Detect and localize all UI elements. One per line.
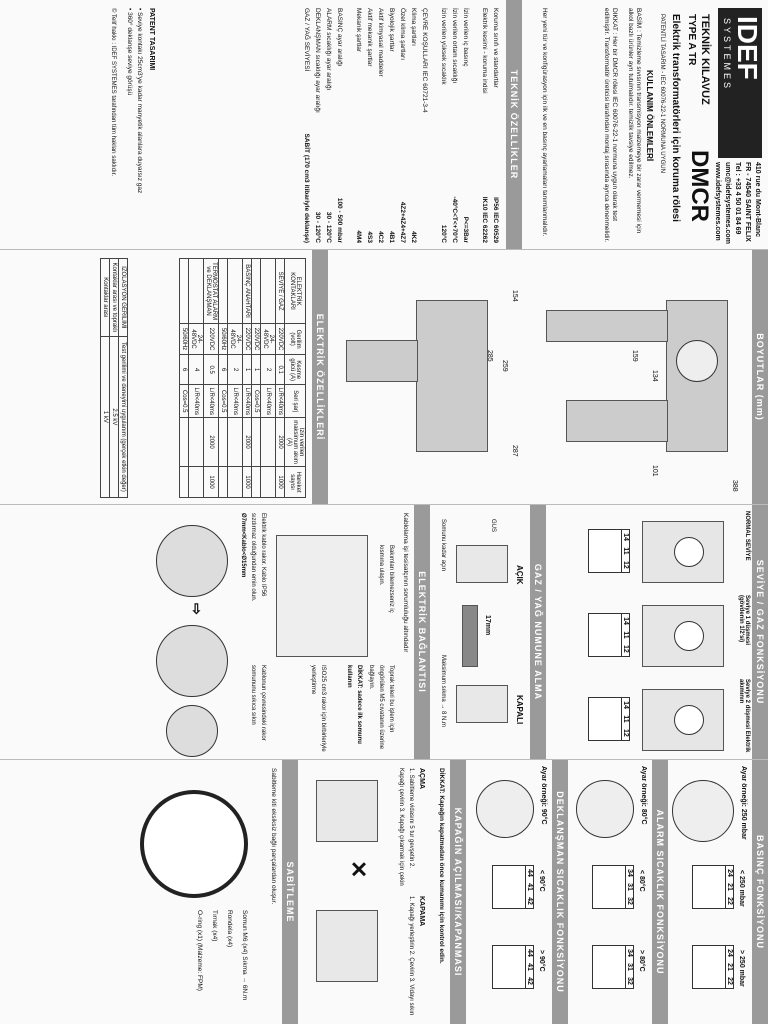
open-label: AÇIK <box>515 565 524 585</box>
elec-cell: L/R<40ms <box>261 385 276 418</box>
tech-value: 4S3 <box>366 231 373 243</box>
elec-cell: 2 <box>228 354 243 384</box>
iso-cell: 1 kV <box>101 336 110 497</box>
nut-note: Somunu kadar açın <box>440 519 446 572</box>
elec-cell <box>252 467 261 498</box>
level-diagram <box>550 679 750 759</box>
elec-cell <box>219 417 228 466</box>
tech-spec-list <box>300 8 500 243</box>
type-label: TYPE A TR <box>686 14 697 66</box>
elec-cell <box>180 259 189 324</box>
elec-cell: 220VDC <box>276 324 285 355</box>
elec-cell <box>189 259 204 324</box>
elec-header: Seri şarj <box>285 385 306 418</box>
pressure-setting: Ayar örneği: 250 mbar <box>740 766 747 840</box>
elec-cell: 6 <box>219 354 228 384</box>
level-caption: NORMAL SEVİYE <box>744 511 750 561</box>
seal-items <box>188 910 248 1020</box>
tech-band: TEKNİK ÖZELLİKLER <box>506 0 522 249</box>
cable-range: Ø7mm<Kablo<Ø15mm <box>240 513 246 578</box>
terminal-block <box>276 535 368 657</box>
elec-cell: 2000 <box>243 417 252 466</box>
elec-header: Hareket sayısı <box>285 467 306 498</box>
elec-cell: 0.1 <box>276 354 285 384</box>
cover-open-text: 1. Sabitleme vidasını 5 tur gevşetin 2. Kapağı çevirin 3. Kapağı çıkarmak için çekin <box>398 768 414 886</box>
level-contact: 14 11 12 <box>588 529 630 573</box>
tech-value: P<=3Bar <box>462 216 469 243</box>
level-band: SEVİYE / GAZ FONKSİYONU <box>752 505 768 759</box>
elec-cell: L/R<40ms <box>189 385 204 418</box>
tech-label: Koruma sınıfı ve standartlar <box>492 8 499 88</box>
tech-value: 4C2 <box>377 231 384 243</box>
table-row <box>276 259 285 498</box>
dims-band: BOYUTLAR (mm) <box>752 250 768 504</box>
patent-heading: PATENT TASARIMI <box>148 8 155 71</box>
elec-cell: 2000 <box>276 417 285 466</box>
usage-p3: Her yeni tür ve konfigürasyon için ilk ve en basınç ayarlamaları tanımlanmalıdır. <box>541 8 548 237</box>
elec-cell: 2 <box>261 354 276 384</box>
table-row <box>261 259 276 498</box>
elec-header: Kesme gücü (A) <box>285 354 306 384</box>
tech-row <box>335 8 344 243</box>
tech-value: -40°C<T<+70°C <box>451 196 458 243</box>
elec-cell <box>228 467 243 498</box>
wiring-step-3: DİKKAT: sadece ilk somunu kullanın <box>346 665 362 744</box>
usage-p2: DIKKAT : Her bir DMCR rölesi IEC 60076-22-1 normuna uygun olarak test edilmiştir. Transformatör üreticisi tarafından montaj sırasında ayrıca denenmelidir. <box>603 8 618 243</box>
elec-cell: 220VDC <box>243 324 252 355</box>
table-row <box>204 259 219 498</box>
dim-159: 159 <box>631 350 638 362</box>
alarm-gt: > 80°C <box>638 950 645 972</box>
wiring-step-2: Toprak teleri bu işlem için öngörülen M5 cıvatanın üzerine bağlayın. <box>368 665 394 750</box>
elec-cell: L/R<40ms <box>243 385 252 418</box>
alarm-contact-lt: 34 31 32 <box>592 865 634 909</box>
elec-cell <box>261 417 276 466</box>
tech-row <box>313 8 322 243</box>
elec-cell: 1000 <box>276 467 285 498</box>
copyright: © Telif hakkı : IDEF SYSTEMES tarafından tüm hakları saklıdır. <box>110 8 116 177</box>
elec-cell: 1000 <box>243 467 252 498</box>
level-contact: 14 11 12 <box>588 613 630 657</box>
arrow-icon: ⇨ <box>189 603 205 615</box>
cover-close-heading: KAPAMA <box>418 896 425 927</box>
tech-label: BASINÇ ayar aralığı <box>336 8 343 67</box>
column-intro <box>0 0 768 250</box>
tech-label: Özel klima şartları <box>399 8 406 61</box>
elec-cell: L/R<40ms <box>228 385 243 418</box>
closed-label: KAPALI <box>515 695 524 725</box>
iso-header: İZOLASYON GERİLİMİ <box>119 259 128 337</box>
wiring-step-5: ISO25 cm3 rakor için birbirleriyle yerleştirme <box>310 665 326 752</box>
o-ring-figure <box>140 790 248 898</box>
seal-item: O-ring (x1) (Malzeme: FPM) <box>196 910 203 991</box>
tech-value: 100 - 500 mbar <box>336 197 343 243</box>
level-diagrams <box>550 505 750 760</box>
pressure-contact-lt: 24 21 22 <box>692 865 734 909</box>
wiring-band: ELEKTRİK BAĞLANTISI <box>414 505 430 759</box>
elec-header: ELEKTRİK KONTAKLARI <box>285 259 306 324</box>
tech-label: Elektrik kesimi - koruma indisi <box>481 8 488 94</box>
iso-cell: 2.5 kV <box>110 336 119 497</box>
tech-value: IP56 IEC 60529 <box>492 197 499 243</box>
elec-cell <box>261 467 276 498</box>
column-level-wiring <box>0 505 768 760</box>
tech-row <box>365 8 374 243</box>
elec-cell: Cos=0.5 <box>219 385 228 418</box>
product-name: DMCR <box>686 150 713 222</box>
cover-open-heading: AÇMA <box>418 768 425 789</box>
tech-label: Klima şartları <box>410 8 417 46</box>
seal-item: Somun M6 (x4) Sıkma → 6N.m <box>241 910 248 1001</box>
pipe-side <box>346 340 418 382</box>
elec-cell: 50/60Hz <box>219 324 228 355</box>
pressure-band: BASINÇ FONKSİYONU <box>752 760 768 1024</box>
tech-label: Aktif mekanik şartlar <box>366 8 373 67</box>
tech-value: 30 - 120°C <box>314 211 321 243</box>
valve-label: GUS <box>490 519 496 533</box>
torque-note: Maksimum sıkma → 8 N.m <box>440 655 446 728</box>
level-gauge <box>674 621 704 651</box>
isolation-table <box>100 258 128 498</box>
elec-cell: 24-48VDC <box>189 324 204 355</box>
cover-warning: DİKKAT: Kapağın kapatmadan önce kumanımı için kontrol edin. <box>438 768 445 964</box>
tech-row <box>491 8 500 243</box>
alarm-setting: Ayar örneği: 80°C <box>640 766 647 825</box>
brand-logo: IDEF SYSTEMES <box>718 8 762 158</box>
tech-label: ÇEVRE KOŞULLARI IEC 60721-3-4 <box>421 8 428 113</box>
seal-item: Rondela (x4) <box>226 910 233 948</box>
cover-band: KAPAĞIN AÇILMASI/KAPANMASI <box>450 760 466 1024</box>
cover-open-figure <box>316 780 378 842</box>
tech-label: İzin verilen ortam sıcaklığı <box>451 8 458 84</box>
flange-left <box>546 310 668 342</box>
tech-row <box>409 8 418 243</box>
elec-cell: Cos=0.5 <box>252 385 261 418</box>
elec-cell: Cos=0.5 <box>180 385 189 418</box>
company-address: 410 rue du Mont-Blanc FR - 74540 SAINT FELIX Tel : +33 4 50 01 84 69 umc@idefsystemes.com www.idefsystemes.com <box>714 162 761 244</box>
valve-closed <box>456 685 508 723</box>
tech-label: Mekanik şartlar <box>355 8 362 53</box>
elec-cell: L/R<40ms <box>204 385 219 418</box>
tech-label: Biyolojik şartlar <box>388 8 395 52</box>
tech-row <box>480 8 489 243</box>
dim-154: 154 <box>511 290 518 302</box>
elec-cell <box>228 259 243 324</box>
elec-cell <box>219 259 228 324</box>
table-row <box>243 259 252 498</box>
elec-cell: L/R<40ms <box>276 385 285 418</box>
trip-contact-gt: 44 41 42 <box>492 945 534 989</box>
tech-row <box>450 8 459 243</box>
tech-label: İzin verilen yüksek sıcaklık <box>440 8 447 85</box>
tech-value: 4B1 <box>388 231 395 243</box>
elec-cell: 1000 <box>204 467 219 498</box>
iso-header: Test gerilimi ve deneyimi uygulanım (gerçek etkin değer) <box>119 336 128 497</box>
tech-value: 4Z2+4Z4+4Z7 <box>399 201 406 243</box>
wiring-step-6: Kablonun çevresindeki rakor somununu sıkıca sıkın <box>250 665 266 741</box>
elec-cell <box>180 417 189 466</box>
level-diagram <box>550 511 750 591</box>
alarm-band: ALARM SICAKLIK FONKSİYONU <box>652 760 668 1024</box>
tech-row <box>439 8 448 243</box>
elec-cell: TERMOSTAT ALARM ve DEKLANŞMAN <box>204 259 219 324</box>
subtitle: Elektrik transformatörleri için koruma rölesi <box>670 14 681 222</box>
elec-cell: 50/60Hz <box>180 324 189 355</box>
elec-cell: 1 <box>252 354 261 384</box>
elec-cell <box>180 467 189 498</box>
pressure-gt: > 250 mbar <box>738 950 745 987</box>
tech-value: IK10 IEC 62262 <box>481 196 488 243</box>
elec-cell: SEVİYE / GAZ <box>276 259 285 324</box>
dim-101: 101 <box>651 465 658 477</box>
tech-row <box>398 8 407 243</box>
norm-line: PATENTLİ TASARIM - IEC 60076-22-1 NORMUNA UYGUN <box>659 14 665 173</box>
elec-cell <box>219 467 228 498</box>
elec-cell: BASINÇ ANAHTARI <box>243 259 252 324</box>
usage-p1: BASİM : Temizleme sıvısının transmisyon malzemeye bir zarar vermemesi için alkol bazlı ürünler ayrı tutulmalıdır. temizlik tavsiye edilmez. <box>627 8 642 234</box>
tech-label: ALARM sıcaklığı ayar aralığı <box>325 8 332 91</box>
level-caption: Seviye 2 düşmesi Elektrik akımının <box>738 679 750 753</box>
usage-heading: KULLANIM ÖNLEMLERİ <box>645 70 654 162</box>
level-caption: Seviye 1 düşmesi (gövdenin 1/2'si) <box>738 595 750 646</box>
pressure-lt: < 250 mbar <box>738 870 745 907</box>
dim-388: 388 <box>731 480 738 492</box>
trip-setting: Ayar örneği: 90°C <box>540 766 547 825</box>
tech-label: İzin verilen iç basınç <box>462 8 469 67</box>
column-dimensions <box>0 250 768 505</box>
table-row <box>101 259 110 498</box>
level-contact: 14 11 12 <box>588 697 630 741</box>
elec-cell: 1 <box>243 354 252 384</box>
tech-value: 30 - 120°C <box>325 211 332 243</box>
tech-label: DEKLANŞMAN sıcaklığı ayar aralığı <box>314 8 321 113</box>
tech-label: Aktif kimyasal maddeler <box>377 8 384 77</box>
tech-value: SABİT (170 cm3 itibariyle deklanşe) <box>303 133 310 243</box>
guide-title: TEKNİK KILAVUZ <box>699 14 711 105</box>
dim-285: 285 <box>486 350 493 362</box>
patent-line-2: • 360° deklanşe seviye görüşü <box>126 8 133 96</box>
table-row <box>189 259 204 498</box>
table-row <box>228 259 243 498</box>
alarm-contact-gt: 34 31 32 <box>592 945 634 989</box>
seal-band: SABİTLEME <box>282 760 298 1024</box>
table-row <box>252 259 261 498</box>
tech-row <box>387 8 396 243</box>
elec-cell: 24-48VDC <box>261 324 276 355</box>
patent-line-1: • Seviye kontakı 25cm3'ye kadar manyetik alanlara duyarsız gaz <box>136 8 143 194</box>
wiring-intro: Kablolama işi tesisatçının sorumluluğu altındadır <box>402 513 409 653</box>
tech-value: 4K2 <box>410 231 417 243</box>
flange-right <box>566 400 668 442</box>
pressure-contact-gt: 24 21 22 <box>692 945 734 989</box>
wrench <box>462 605 478 667</box>
elec-cell: 24-48VDC <box>228 324 243 355</box>
level-gauge <box>674 705 704 735</box>
elec-cell <box>252 417 261 466</box>
tech-value: 120°C <box>440 224 447 243</box>
tech-row <box>461 8 470 243</box>
elec-cell: 220VDC <box>204 324 219 355</box>
gland-2 <box>156 625 228 697</box>
elec-cell: 2000 <box>204 417 219 466</box>
tech-value: 4M4 <box>355 230 362 243</box>
elec-cell: 4 <box>189 354 204 384</box>
alarm-dial <box>576 780 634 838</box>
valve-open <box>456 545 508 583</box>
gland-1 <box>156 525 228 597</box>
trip-gt: > 90°C <box>538 950 545 972</box>
seal-intro: Sabitleme kiti eksiksiz bağlı parçalardan oluşur. <box>270 768 277 905</box>
elec-band: ELEKTRİK ÖZELLİKLERİ <box>312 250 328 504</box>
gasoil-band: GAZ / YAĞ NUMUNE ALMA <box>530 505 546 759</box>
trip-dial <box>476 780 534 838</box>
cover-close-figure <box>316 910 378 982</box>
tech-row <box>324 8 333 243</box>
trip-contact-lt: 44 41 42 <box>492 865 534 909</box>
elec-cell: 0.5 <box>204 354 219 384</box>
iso-cell: Kontaklar arası ve topraklı <box>110 259 119 337</box>
elec-cell: 6 <box>180 354 189 384</box>
cross-icon: ✕ <box>346 860 371 879</box>
elec-header: Izin verilen maksimum akım (A) <box>285 417 306 466</box>
dim-287: 287 <box>511 445 518 457</box>
elec-header: Gerilim (volt) <box>285 324 306 355</box>
tech-label: GAZ / YAĞ SEVİYESİ <box>303 8 310 72</box>
elec-cell <box>189 417 204 466</box>
wrench-size: 17mm <box>484 615 491 636</box>
alarm-lt: < 80°C <box>638 870 645 892</box>
tech-row <box>376 8 385 243</box>
table-row <box>219 259 228 498</box>
iso-cell: Kontaklar arası <box>101 259 110 337</box>
level-diagram <box>550 595 750 675</box>
table-row <box>180 259 189 498</box>
elec-cell <box>252 259 261 324</box>
level-gauge <box>674 537 704 567</box>
pressure-dial <box>672 780 734 842</box>
elec-cell <box>228 417 243 466</box>
elec-cell: 220VDC <box>252 324 261 355</box>
dim-134: 134 <box>651 370 658 382</box>
elec-cell <box>189 467 204 498</box>
gland-3 <box>166 705 218 757</box>
wiring-step-4: Elektrik kablo rakor. Kablo IP56 sızdırmaz olduğundan emin olun. <box>250 513 266 602</box>
elec-cell <box>261 259 276 324</box>
relay-side-view <box>416 300 488 452</box>
electrical-table <box>179 258 306 498</box>
trip-band: DEKLANŞMAN SICAKLIK FONKSİYONU <box>552 760 568 1024</box>
cover-close-text: 1. Kapağı yerleştirin 2. Çevirin 3. Vidayı sıkın <box>408 896 414 1016</box>
tech-row <box>302 8 311 243</box>
wiring-step-1: Bakımları bilemezseniz iç kısmına ulaşın. <box>378 545 394 613</box>
gauge-dial <box>676 340 718 382</box>
tech-row <box>420 8 429 243</box>
dim-259: 259 <box>501 360 508 372</box>
tech-row <box>354 8 363 243</box>
table-row <box>110 259 119 498</box>
trip-lt: < 90°C <box>538 870 545 892</box>
seal-item: Tırnak (x4) <box>211 910 218 942</box>
column-functions <box>0 760 768 1024</box>
